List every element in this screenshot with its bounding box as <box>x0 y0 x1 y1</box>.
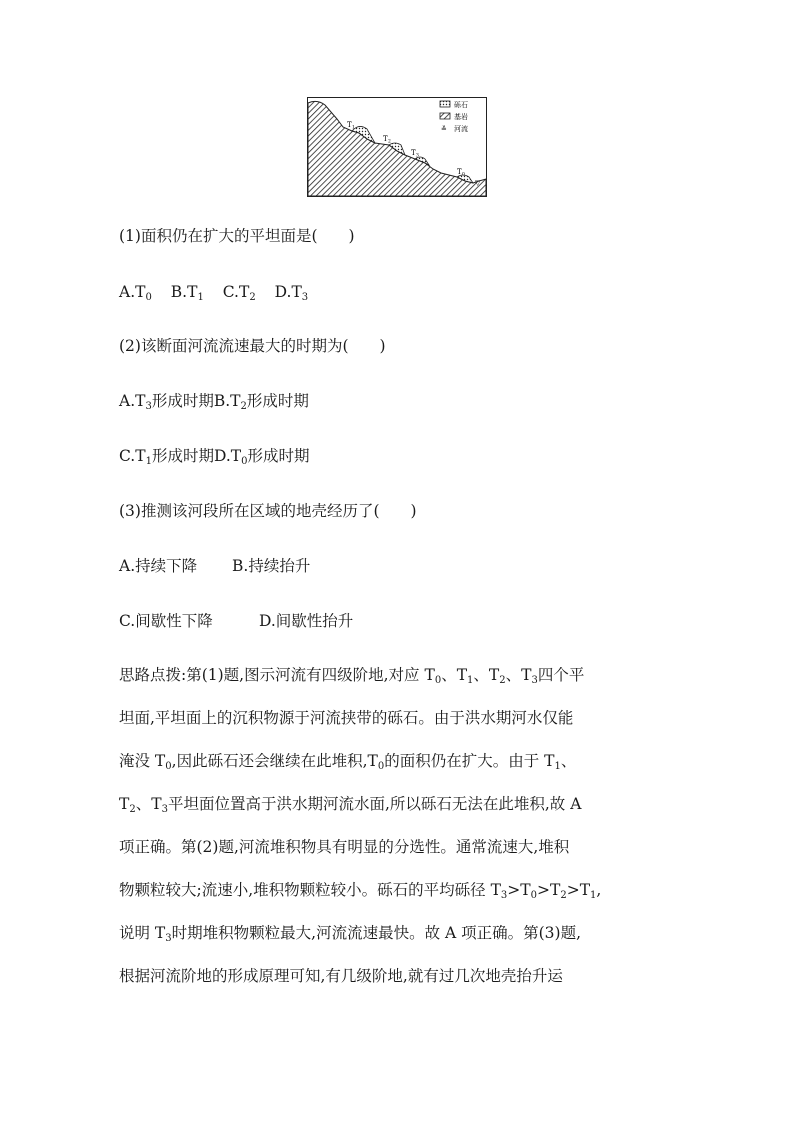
q1-stem: (1)面积仍在扩大的平坦面是( ) <box>119 227 355 245</box>
legend-bedrock-label: 基岩 <box>454 113 468 121</box>
q1-options <box>119 282 322 302</box>
terrace-label-t3: T <box>411 149 416 157</box>
river-terrace-diagram <box>307 97 487 197</box>
q2-option-d: $D.T_0$形成时期 <box>213 447 310 467</box>
terrace-label-t0: T <box>457 168 462 176</box>
q1-option-b: $B.T_1$ <box>170 283 204 303</box>
q3-option-a: A.持续下降 <box>119 557 198 575</box>
analysis-line-6: 物颗粒较大;流速小,堆积物颗粒较小。砾石的平均砾径 $T_3>T_0>T_2>T_1$, <box>119 881 602 901</box>
legend-river-label: 河流 <box>454 125 468 133</box>
analysis-line-5: 项正确。第(2)题,河流堆积物具有明显的分选性。通常流速大,堆积 <box>119 838 570 856</box>
analysis-line-4: $T_2$、$T_3$平坦面位置高于洪水期河流水面,所以砾石无法在此堆积,故 A <box>119 795 582 815</box>
terrace-sub-0: 0 <box>462 172 465 178</box>
q3-option-b: B.持续抬升 <box>232 557 311 575</box>
analysis-line-8: 根据河流阶地的形成原理可知,有几级阶地,就有过几次地壳抬升运 <box>119 967 563 985</box>
legend-bedrock-swatch <box>440 113 450 119</box>
analysis-line-1: 思路点拨:第(1)题,图示河流有四级阶地,对应 $T_0$、$T_1$、$T_2$、$T_3$四个平 <box>119 666 585 686</box>
terrace-label-t2: T <box>383 135 388 143</box>
legend-gravel-label: 砾石 <box>454 101 468 109</box>
q2-options-cd <box>119 446 310 466</box>
q1-option-c: $C.T_2$ <box>222 283 256 303</box>
q2-option-a: $A.T_3$形成时期 <box>119 392 214 412</box>
q3-options-ab <box>119 556 310 576</box>
q2-option-b: $B.T_2$形成时期 <box>213 392 309 412</box>
q1-option-a: $A.T_0$ <box>119 283 152 303</box>
q3-stem: (3)推测该河段所在区域的地壳经历了( ) <box>119 502 417 520</box>
q3-option-d: D.间歇性抬升 <box>259 612 354 630</box>
q1-option-d: $D.T_3$ <box>274 283 309 303</box>
legend-gravel-swatch <box>440 101 450 107</box>
analysis-line-3: 淹没 $T_0$,因此砾石还会继续在此堆积$,T_0$的面积仍在扩大。由于 $T_1$、 <box>119 752 577 772</box>
legend-river-icon: ≚ <box>441 125 447 133</box>
q3-options-cd <box>119 611 353 631</box>
q3-option-c: C.间歇性下降 <box>119 612 213 630</box>
terrace-sub-3: 3 <box>416 153 419 159</box>
analysis-line-2: 坦面,平坦面上的沉积物源于河流挟带的砾石。由于洪水期河水仅能 <box>119 709 574 727</box>
terrace-sub-1: 1 <box>352 125 355 131</box>
analysis-line-7: 说明 $T_3$时期堆积物颗粒最大,河流流速最快。故 A 项正确。第(3)题, <box>119 924 581 944</box>
q2-stem: (2)该断面河流流速最大的时期为( ) <box>119 337 386 355</box>
legend <box>440 100 468 133</box>
analysis-paragraph <box>119 665 679 1009</box>
terrace-sub-2: 2 <box>388 139 391 145</box>
q2-option-c: $C.T_1$形成时期 <box>119 447 214 467</box>
terrace-label-t1: T <box>347 121 352 129</box>
q2-options-ab <box>119 391 309 411</box>
river-icon: ▽ <box>475 179 481 187</box>
